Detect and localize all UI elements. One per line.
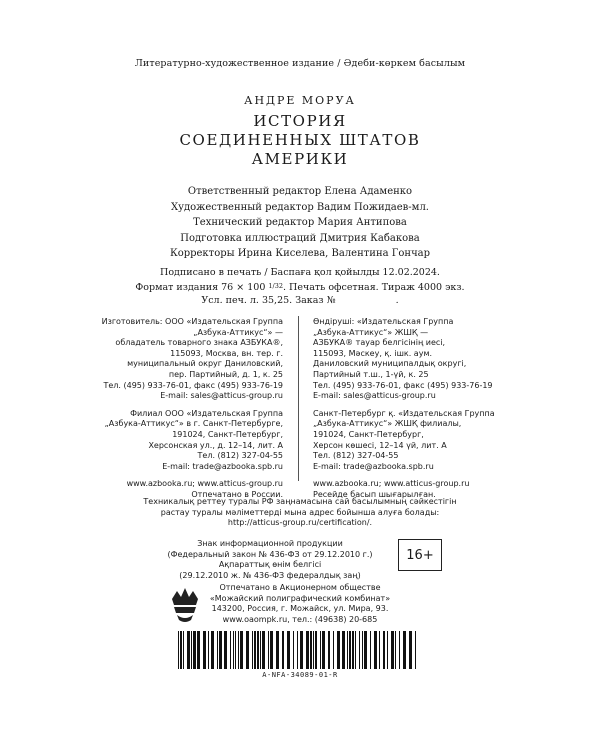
barcode-bar (387, 631, 388, 669)
barcode-bar (193, 631, 196, 669)
barcode-bar (362, 631, 363, 669)
barcode-bar (342, 631, 345, 669)
barcode-bar (224, 631, 227, 669)
barcode-bar (391, 631, 394, 669)
barcode-bar (313, 631, 314, 669)
barcode-bar (282, 631, 284, 669)
barcode-bar (293, 631, 294, 669)
kz-branch: Санкт-Петербург қ. «Издательская Группа „Азбука-Аттикус“» ЖШҚ филиалы, 191024, Санкт-Петербург, Херсон көшесі, 12–14 үй, лит. А Тел. (812) 327-04-55 E-mail: trade@azbooka.spb.ru (313, 408, 495, 471)
barcode-bar (178, 631, 179, 669)
barcode-bar (364, 631, 367, 669)
barcode-bar (260, 631, 261, 669)
barcode-bar (287, 631, 290, 669)
editor-line: Корректоры Ирина Киселева, Валентина Гончар (169, 248, 431, 259)
barcode-bar (379, 631, 380, 669)
information-product-sign: Знак информационной продукции (Федеральный закон № 436-ФЗ от 29.12.2010 г.) Ақпараттық өнім белгісі (29.12.2010 ж. № 436-ФЗ федералдық заң) (167, 539, 373, 580)
barcode-bar (403, 631, 406, 669)
barcode-bar (191, 631, 192, 669)
barcode-bar (211, 631, 214, 669)
title-line: ИСТОРИЯ (253, 112, 347, 130)
barcode-bar (383, 631, 385, 669)
barcode-bar (203, 631, 206, 669)
column-divider (298, 316, 299, 481)
barcode-bar (297, 631, 298, 669)
book-author: АНДРЕ МОРУА (244, 94, 356, 107)
barcode-bar (333, 631, 334, 669)
barcode-bar (349, 631, 351, 669)
editor-line: Подготовка иллюстраций Дмитрия Кабакова (180, 232, 420, 244)
barcode-text: A-NFA-34089-01-R (262, 671, 338, 679)
editors-credits (0, 184, 600, 262)
barcode-bar (240, 631, 243, 669)
editor-line: Художественный редактор Вадим Пожидаев-мл. (171, 201, 429, 213)
barcode-bar (180, 631, 182, 669)
editor-line: Технический редактор Мария Антипова (193, 217, 407, 228)
barcode-bar (246, 631, 249, 669)
barcode-bar (262, 631, 265, 669)
barcode-bar (217, 631, 218, 669)
kz-manufacturer: Өндіруші: «Издательская Группа „Азбука-Аттикус“» ЖШҚ — АЗБУКА® тауар белгісінің иесі, 115093, Мәскеу, қ. ішк. аум. Даниловский муниципалдық округі, Партийный т.ш., 1-үй, к. 25 Тел. (495) 933-76-01, факс (495) 933-76-19 E-mail: sales@atticus-group.ru (313, 317, 493, 401)
barcode-bar (268, 631, 269, 669)
format-fraction: 1/32 (268, 281, 283, 290)
barcode-bar (359, 631, 360, 669)
barcode-bar (374, 631, 377, 669)
barcode-bar (208, 631, 209, 669)
barcode-bar (322, 631, 325, 669)
ru-branch: Филиал ООО «Издательская Группа „Азбука-Аттикус“» в г. Санкт-Петербурге, 191024, Санкт-Петербург, Херсонская ул., д. 12–14, лит. А Тел. (812) 327-04-55 E-mail: trade@azbooka.spb.ru (104, 408, 283, 471)
format-line: Формат издания 76 × 100 $^{1/32}$. Печать офсетная. Тираж 4000 экз. (135, 281, 465, 293)
ru-web: www.azbooka.ru; www.atticus-group.ru Отпечатано в России. (126, 479, 283, 499)
barcode-bar (337, 631, 340, 669)
barcode-bar (300, 631, 303, 669)
barcode-bar (409, 631, 412, 669)
barcode-bar (310, 631, 312, 669)
barcode-bar (352, 631, 354, 669)
kz-web: www.azbooka.ru; www.atticus-group.ru Ресейде басып шығарылған. (313, 479, 470, 499)
barcode-bar (347, 631, 348, 669)
barcode (178, 631, 418, 669)
editor-line: Ответственный редактор Елена Адаменко (187, 186, 413, 197)
sheets-line: Усл. печ. л. 35,25. Заказ № . (201, 295, 399, 306)
title-line: СОЕДИНЕННЫХ ШТАТОВ (179, 131, 421, 149)
kazakh-imprint-column (313, 317, 513, 501)
barcode-bar (252, 631, 253, 669)
barcode-bar (270, 631, 273, 669)
barcode-bar (315, 631, 317, 669)
russian-imprint-column (98, 317, 283, 501)
print-info (0, 266, 600, 308)
printer-info: Отпечатано в Акционерном обществе «Можайский полиграфический комбинат» 143200, Россия, г. Можайск, ул. Мира, 93. www.oaompk.ru, тел.: (49638) 20-685 (209, 583, 391, 624)
barcode-bar (233, 631, 234, 669)
ru-manufacturer: Изготовитель: ООО «Издательская Группа „Азбука-Аттикус“» — обладатель товарного знака АЗБУКА®, 115093, Москва, вн. тер. г. муниципальный округ Даниловский, пер. Партийный, д. 1, к. 25 Тел. (495) 933-76-01, факс (495) 933-76-19 E-mail: sales@atticus-group.ru (101, 317, 283, 401)
barcode-bar (235, 631, 236, 669)
barcode-bar (257, 631, 259, 669)
barcode-bar (355, 631, 356, 669)
barcode-bar (219, 631, 222, 669)
barcode-bar (276, 631, 279, 669)
barcode-bar (187, 631, 190, 669)
certification-link[interactable]: http://atticus-group.ru/certification/. (227, 518, 373, 527)
barcode-bar (395, 631, 396, 669)
barcode-bar (238, 631, 239, 669)
barcode-bar (370, 631, 371, 669)
barcode-bar (415, 631, 416, 669)
title-line: АМЕРИКИ (251, 150, 349, 168)
barcode-bar (328, 631, 330, 669)
age-rating-badge: 16+ (398, 539, 442, 571)
book-title (0, 112, 600, 169)
edition-type-line: Литературно-художественное издание / Әдеби-көркем басылым (134, 58, 466, 69)
signed-date: Подписано в печать / Баспаға қол қойылды 12.02.2024. (160, 267, 440, 278)
barcode-bar (197, 631, 200, 669)
barcode-bar (230, 631, 231, 669)
certification-note: Техникалық реттеу туралы РФ заңнамасына сай басылымның сәйкестігін растау туралы мәліметтерді мына адрес бойынша алуға болады: http://atticus-group.ru/certification/. (0, 497, 600, 529)
barcode-bar (254, 631, 256, 669)
barcode-bar (320, 631, 321, 669)
barcode-bar (306, 631, 309, 669)
barcode-bar (183, 631, 184, 669)
barcode-bar (399, 631, 400, 669)
